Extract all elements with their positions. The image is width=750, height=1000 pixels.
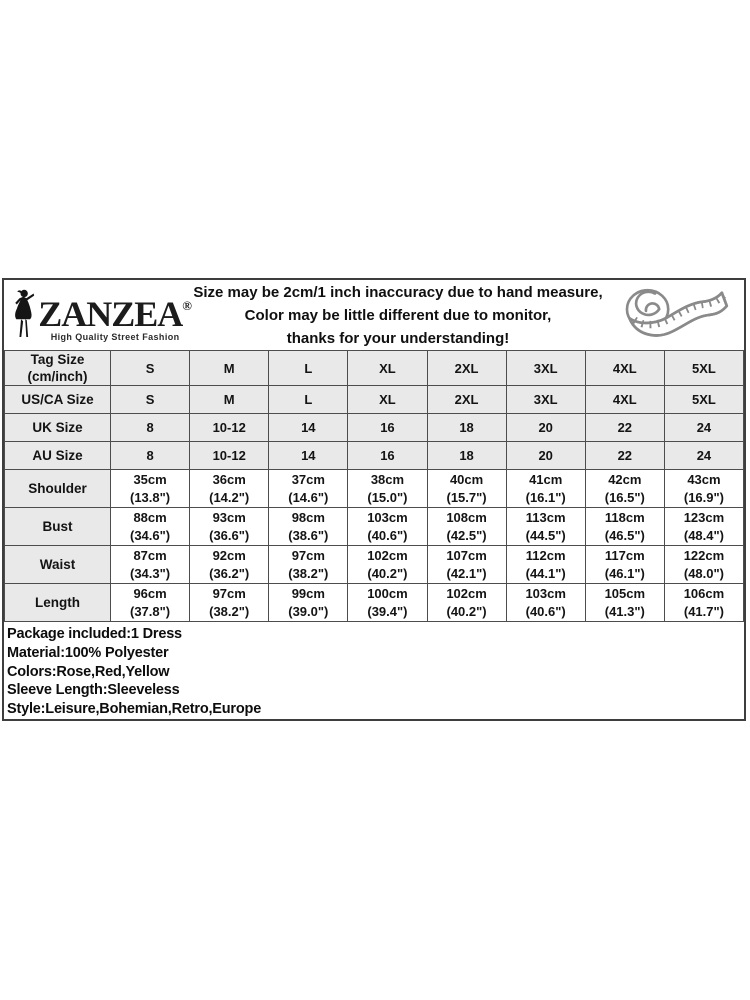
size-value-cell: 98cm (38.6") <box>269 508 348 546</box>
product-info <box>4 622 744 719</box>
size-table-row <box>5 508 744 546</box>
size-value-cell: 108cm (42.5") <box>427 508 506 546</box>
measuring-tape-icon <box>604 282 744 348</box>
size-value-cell: 87cm (34.3") <box>111 546 190 584</box>
size-value-cell: 38cm (15.0") <box>348 470 427 508</box>
size-value-cell: M <box>190 351 269 386</box>
brand-tagline: High Quality Street Fashion <box>50 331 180 342</box>
size-value-cell: 4XL <box>585 351 664 386</box>
row-label-cell: Bust <box>5 508 111 546</box>
info-line-material: Material:100% Polyester <box>7 644 169 661</box>
size-value-cell: 20 <box>506 414 585 442</box>
size-table-row <box>5 351 744 386</box>
disclaimer-line: Size may be 2cm/1 inch inaccuracy due to hand measure, <box>193 283 603 301</box>
brand-text-block <box>38 289 192 342</box>
size-value-cell: 5XL <box>664 351 743 386</box>
size-value-cell: S <box>111 386 190 414</box>
size-value-cell: 92cm (36.2") <box>190 546 269 584</box>
size-value-cell: 3XL <box>506 351 585 386</box>
size-value-cell: 107cm (42.1") <box>427 546 506 584</box>
size-value-cell: 22 <box>585 442 664 470</box>
size-table-row <box>5 386 744 414</box>
disclaimer-line: thanks for your understanding! <box>286 329 510 347</box>
size-table-row <box>5 584 744 622</box>
size-value-cell: 43cm (16.9") <box>664 470 743 508</box>
size-value-cell: 24 <box>664 414 743 442</box>
size-value-cell: 8 <box>111 414 190 442</box>
size-value-cell: 40cm (15.7") <box>427 470 506 508</box>
size-value-cell: 3XL <box>506 386 585 414</box>
size-value-cell: 2XL <box>427 351 506 386</box>
size-table-row <box>5 442 744 470</box>
disclaimer-text <box>192 281 604 350</box>
info-line-style: Style:Leisure,Bohemian,Retro,Europe <box>7 701 262 718</box>
disclaimer-line: Color may be little different due to monitor, <box>244 306 552 324</box>
row-label-cell: UK Size <box>5 414 111 442</box>
size-value-cell: 100cm (39.4") <box>348 584 427 622</box>
size-table <box>4 350 744 622</box>
size-value-cell: XL <box>348 386 427 414</box>
size-value-cell: 16 <box>348 414 427 442</box>
size-value-cell: XL <box>348 351 427 386</box>
info-line-package: Package included:1 Dress <box>7 626 182 642</box>
size-value-cell: 102cm (40.2") <box>348 546 427 584</box>
size-value-cell: 37cm (14.6") <box>269 470 348 508</box>
size-value-cell: 102cm (40.2") <box>427 584 506 622</box>
size-value-cell: 8 <box>111 442 190 470</box>
row-label-cell: Waist <box>5 546 111 584</box>
info-line-colors: Colors:Rose,Red,Yellow <box>7 663 170 680</box>
size-value-cell: 18 <box>427 414 506 442</box>
size-value-cell: 4XL <box>585 386 664 414</box>
size-value-cell: 16 <box>348 442 427 470</box>
size-value-cell: 10-12 <box>190 442 269 470</box>
row-label-cell: Shoulder <box>5 470 111 508</box>
size-value-cell: S <box>111 351 190 386</box>
size-value-cell: 18 <box>427 442 506 470</box>
woman-silhouette-icon <box>10 285 36 345</box>
size-value-cell: 5XL <box>664 386 743 414</box>
size-value-cell: 97cm (38.2") <box>190 584 269 622</box>
size-value-cell: 42cm (16.5") <box>585 470 664 508</box>
size-value-cell: 36cm (14.2") <box>190 470 269 508</box>
size-value-cell: 118cm (46.5") <box>585 508 664 546</box>
size-value-cell: 97cm (38.2") <box>269 546 348 584</box>
size-chart-sheet <box>2 278 746 721</box>
registered-mark: ® <box>182 297 192 313</box>
brand-logo <box>4 285 192 345</box>
size-value-cell: 112cm (44.1") <box>506 546 585 584</box>
size-value-cell: 2XL <box>427 386 506 414</box>
size-value-cell: 22 <box>585 414 664 442</box>
size-table-row <box>5 546 744 584</box>
size-value-cell: 103cm (40.6") <box>506 584 585 622</box>
row-label-cell: US/CA Size <box>5 386 111 414</box>
row-label-cell: AU Size <box>5 442 111 470</box>
size-table-row <box>5 414 744 442</box>
size-value-cell: 123cm (48.4") <box>664 508 743 546</box>
size-value-cell: L <box>269 386 348 414</box>
size-value-cell: 106cm (41.7") <box>664 584 743 622</box>
size-value-cell: 122cm (48.0") <box>664 546 743 584</box>
size-value-cell: L <box>269 351 348 386</box>
brand-name <box>38 289 192 334</box>
size-value-cell: 14 <box>269 414 348 442</box>
size-value-cell: 20 <box>506 442 585 470</box>
info-line-sleeve: Sleeve Length:Sleeveless <box>7 682 180 699</box>
brand-wordmark: ZANZEA <box>38 293 183 334</box>
size-value-cell: 24 <box>664 442 743 470</box>
row-label-cell: Length <box>5 584 111 622</box>
size-table-row <box>5 470 744 508</box>
size-value-cell: 117cm (46.1") <box>585 546 664 584</box>
size-value-cell: 113cm (44.5") <box>506 508 585 546</box>
row-label-cell: Tag Size (cm/inch) <box>5 351 111 386</box>
size-value-cell: 99cm (39.0") <box>269 584 348 622</box>
size-value-cell: 14 <box>269 442 348 470</box>
size-value-cell: 41cm (16.1") <box>506 470 585 508</box>
size-value-cell: M <box>190 386 269 414</box>
size-value-cell: 103cm (40.6") <box>348 508 427 546</box>
size-value-cell: 96cm (37.8") <box>111 584 190 622</box>
size-value-cell: 93cm (36.6") <box>190 508 269 546</box>
size-value-cell: 10-12 <box>190 414 269 442</box>
size-value-cell: 105cm (41.3") <box>585 584 664 622</box>
size-value-cell: 88cm (34.6") <box>111 508 190 546</box>
header <box>4 280 744 350</box>
size-value-cell: 35cm (13.8") <box>111 470 190 508</box>
